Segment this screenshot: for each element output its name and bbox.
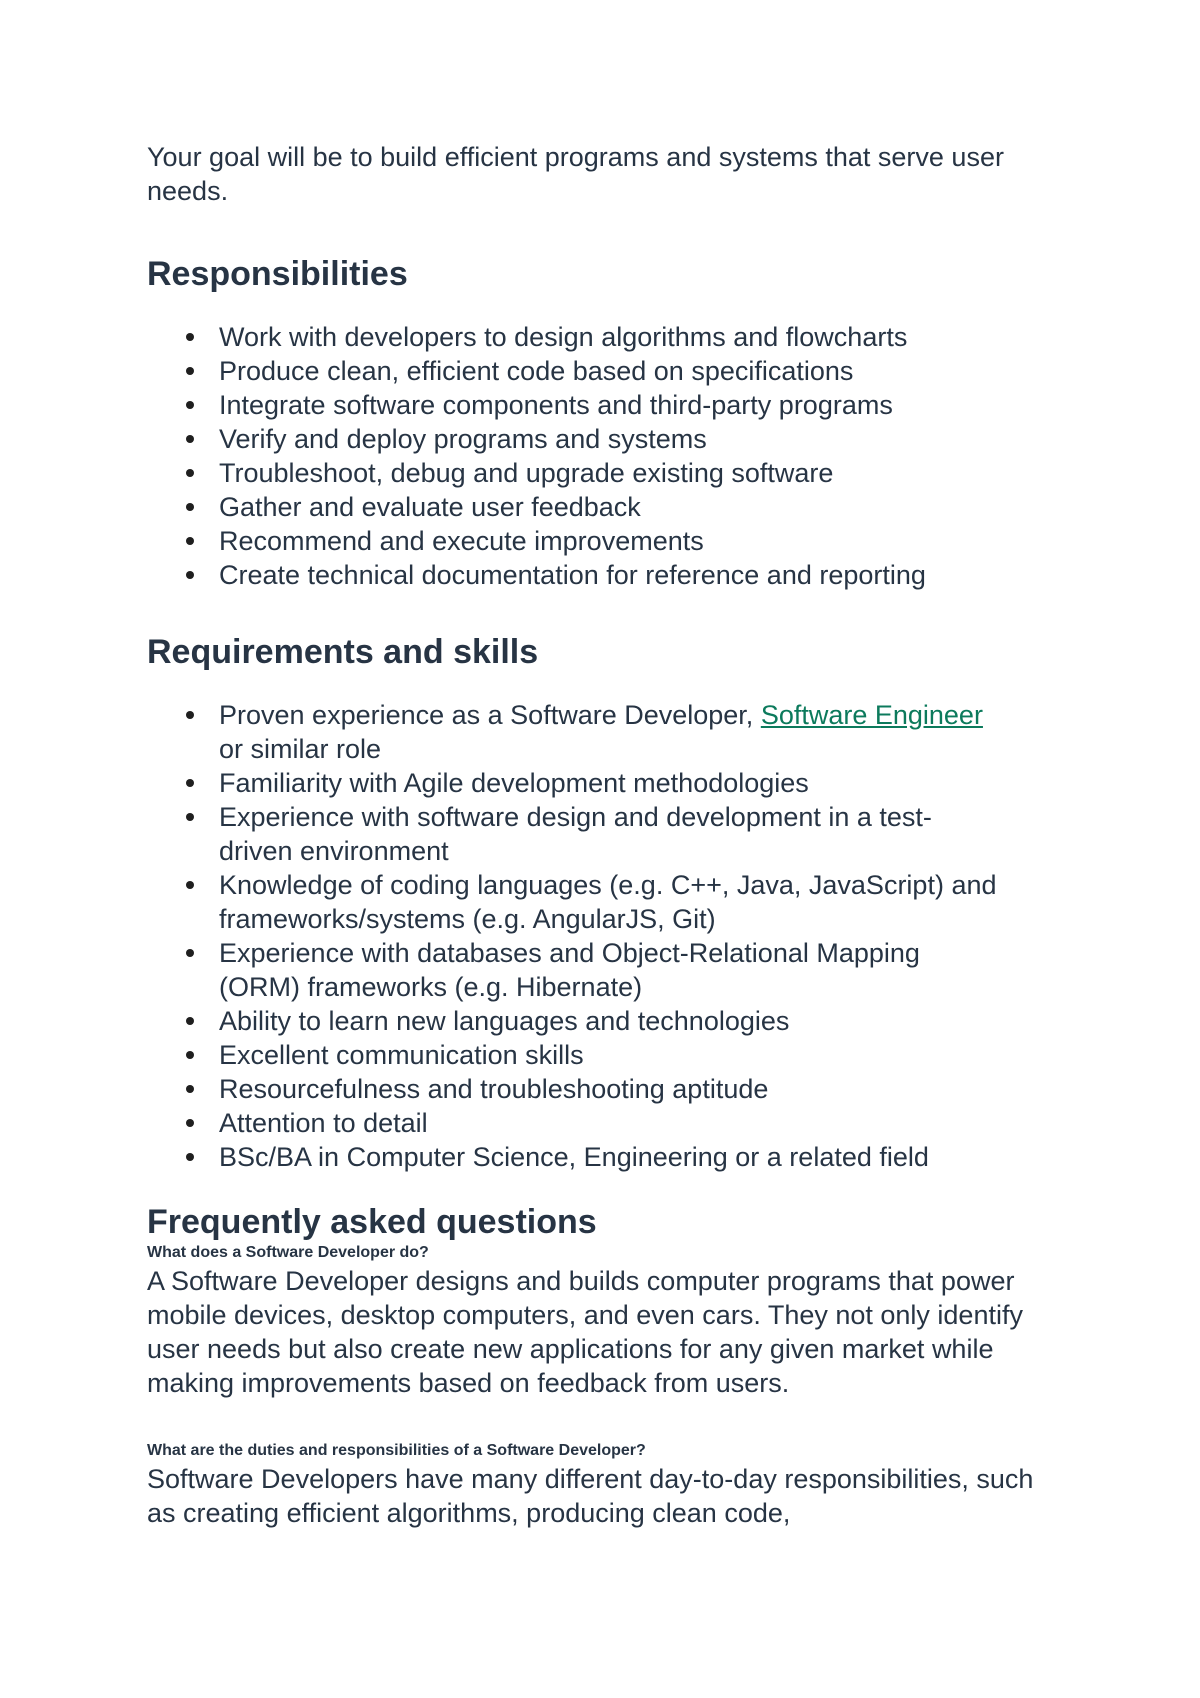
list-item: Experience with software design and development in a test-driven environment: [219, 800, 999, 868]
list-item: Proven experience as a Software Developer, Software Engineer or similar role: [219, 698, 999, 766]
list-item: Ability to learn new languages and technologies: [219, 1004, 999, 1038]
faq-question: What are the duties and responsibilities of a Software Developer?: [147, 1442, 646, 1459]
bullet-icon: [185, 868, 195, 902]
spacer: [147, 1400, 1077, 1440]
faq-answer: Software Developers have many different day-to-day responsibilities, such as creating efficient algorithms, producing clean code,: [147, 1464, 1034, 1528]
list-item: Knowledge of coding languages (e.g. C++, Java, JavaScript) and frameworks/systems (e.g. AngularJS, Git): [219, 868, 999, 936]
bullet-icon: [185, 388, 195, 422]
list-item: Experience with databases and Object-Relational Mapping (ORM) frameworks (e.g. Hibernate): [219, 936, 999, 1004]
list-item: Integrate software components and third-party programs: [219, 388, 1077, 422]
intro-paragraph: Your goal will be to build efficient programs and systems that serve user needs.: [147, 142, 1004, 206]
bullet-icon: [185, 1072, 195, 1106]
list-item: Recommend and execute improvements: [219, 524, 1077, 558]
responsibilities-heading: Responsibilities: [147, 255, 408, 293]
responsibilities-list: [147, 320, 1077, 592]
bullet-icon: [185, 422, 195, 456]
list-item: Verify and deploy programs and systems: [219, 422, 1077, 456]
requirements-list: [147, 698, 1077, 1174]
list-item: Resourcefulness and troubleshooting aptitude: [219, 1072, 999, 1106]
list-item: Attention to detail: [219, 1106, 999, 1140]
requirements-heading: Requirements and skills: [147, 633, 539, 671]
bullet-icon: [185, 766, 195, 800]
list-item: Gather and evaluate user feedback: [219, 490, 1077, 524]
bullet-icon: [185, 1140, 195, 1174]
bullet-icon: [185, 354, 195, 388]
bullet-icon: [185, 1106, 195, 1140]
bullet-icon: [185, 456, 195, 490]
software-engineer-link[interactable]: Software Engineer: [760, 700, 983, 730]
faq-answer: A Software Developer designs and builds computer programs that power mobile devices, desktop computers, and even cars. They not only identify user needs but also create new applications for any given market while making improvements based on feedback from users.: [147, 1266, 1023, 1398]
bullet-icon: [185, 490, 195, 524]
bullet-icon: [185, 800, 195, 834]
list-item: BSc/BA in Computer Science, Engineering or a related field: [219, 1140, 999, 1174]
list-item: Create technical documentation for reference and reporting: [219, 558, 1077, 592]
bullet-icon: [185, 524, 195, 558]
document-page: [147, 140, 1077, 1530]
list-item: Work with developers to design algorithms and flowcharts: [219, 320, 1077, 354]
faq-heading: Frequently asked questions: [147, 1203, 597, 1241]
bullet-icon: [185, 1038, 195, 1072]
list-item: Produce clean, efficient code based on specifications: [219, 354, 1077, 388]
bullet-icon: [185, 320, 195, 354]
bullet-icon: [185, 698, 195, 732]
list-item: Excellent communication skills: [219, 1038, 999, 1072]
bullet-icon: [185, 936, 195, 970]
list-item: Familiarity with Agile development methodologies: [219, 766, 999, 800]
faq-question: What does a Software Developer do?: [147, 1244, 429, 1261]
list-item: Troubleshoot, debug and upgrade existing software: [219, 456, 1077, 490]
bullet-icon: [185, 1004, 195, 1038]
bullet-icon: [185, 558, 195, 592]
